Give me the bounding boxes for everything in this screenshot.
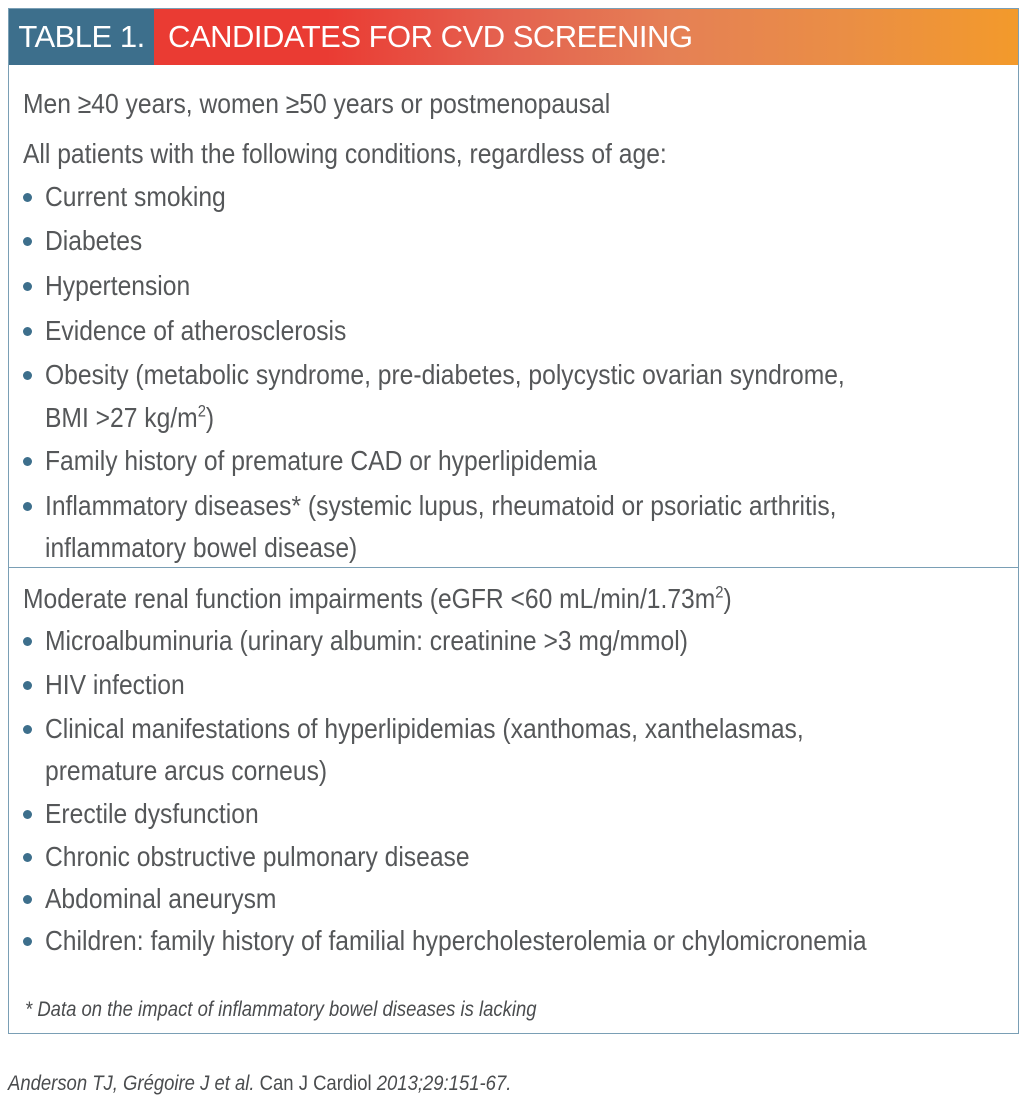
- bullet-icon: [23, 237, 32, 246]
- bullet-icon: [23, 502, 32, 511]
- bullet-icon: [23, 725, 32, 734]
- table-label: TABLE 1.: [9, 9, 154, 65]
- conditions-intro: All patients with the following conditions, regardless of age:: [23, 138, 667, 169]
- renal-criteria: Moderate renal function impairments (eGFR <60 $mL/\min/1.73m^2$): [23, 582, 732, 614]
- table-header: [9, 9, 1018, 65]
- bullet-icon: [23, 681, 32, 690]
- table-1: [8, 8, 1019, 1034]
- citation-authors: Anderson TJ, Grégoire J et al.: [8, 1072, 255, 1095]
- footnote: * Data on the impact of inflammatory bowel diseases is lacking: [25, 998, 537, 1021]
- bullet-icon: [23, 327, 32, 336]
- bullet-icon: [23, 937, 32, 946]
- citation: [8, 1072, 511, 1096]
- citation-journal: Can J Cardiol: [254, 1072, 377, 1095]
- bullet-icon: [23, 810, 32, 819]
- section-general-candidates: Men ≥40 years, women ≥50 years or postmenopausal All patients with the following conditions, regardless of age: Current smoking Diabetes Hypertension Evidence of atherosclerosis Obesity (metabolic syndrome, pre-diabetes, polycystic ovarian syndrome, BMI >27 $kg/m^2$) Family history of premature CAD or hyperlipidemia Inflammatory diseases* (systemic lupus, rheumatoid or psoriatic arthritis, inflammatory bowel disease): [9, 65, 1018, 568]
- bullet-icon: [23, 637, 32, 646]
- table-title: CANDIDATES FOR CVD SCREENING: [154, 9, 1018, 65]
- citation-details: 2013;29:151-67.: [376, 1072, 512, 1095]
- bullet-icon: [23, 853, 32, 862]
- bullet-icon: [23, 895, 32, 904]
- bullet-icon: [23, 193, 32, 202]
- bullet-icon: [23, 282, 32, 291]
- section-additional-candidates: Moderate renal function impairments (eGFR <60 $mL/\min/1.73m^2$) Microalbuminuria (urinary albumin: creatinine >3 mg/mmol) HIV infection Clinical manifestations of hyperlipidemias (xanthomas, xanthelasmas, premature arcus corneus) Erectile dysfunction Chronic obstructive pulmonary disease Abdominal aneurysm Children: family history of familial hypercholesterolemia or chylomicronemia * Data on the impact of inflammatory bowel diseases is lacking: [23, 582, 867, 1021]
- bullet-icon: [23, 371, 32, 380]
- age-criteria: Men ≥40 years, women ≥50 years or postmenopausal: [23, 88, 611, 119]
- bullet-icon: [23, 457, 32, 466]
